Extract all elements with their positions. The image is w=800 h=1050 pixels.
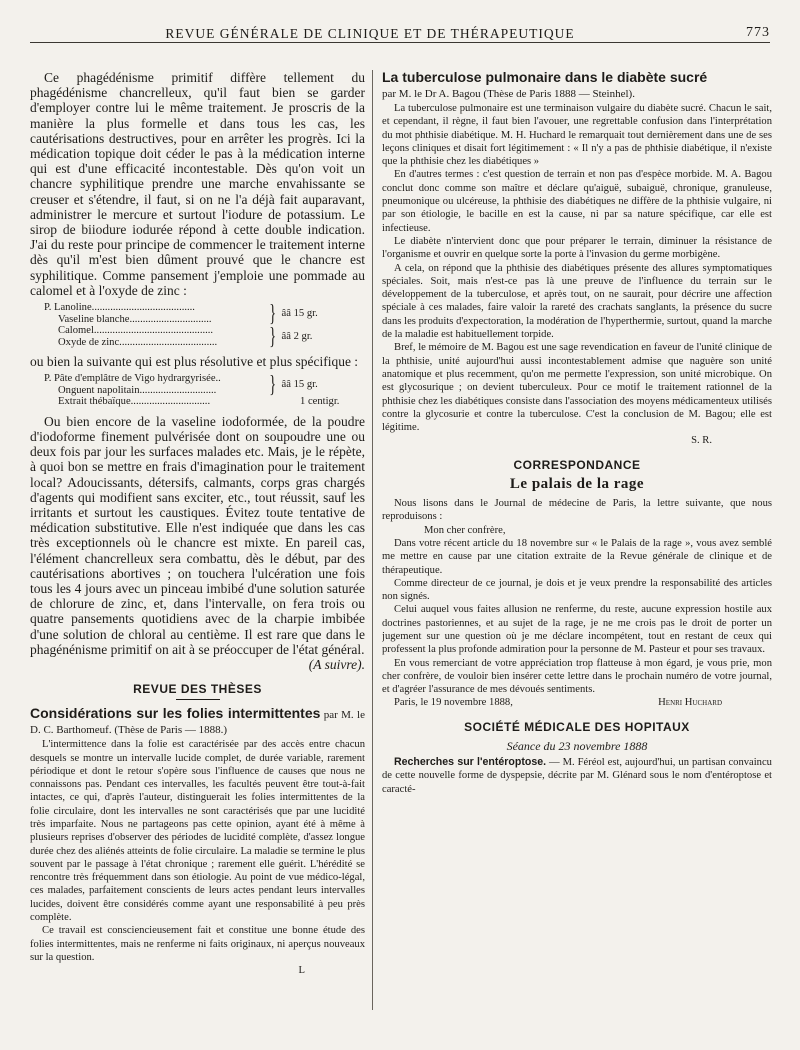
formula-quantity: ââ 15 gr. xyxy=(281,379,318,390)
to-follow-note: (A suivre). xyxy=(308,657,365,672)
paragraph: Le diabète n'intervient donc que pour préparer le terrain, diminuer la résistance de l'organisme et ouvrir en quelque sorte la porte à l'invasion du germe morbigène. xyxy=(382,235,772,261)
societe-report xyxy=(382,740,772,796)
section-heading-theses xyxy=(30,682,365,700)
salutation: Mon cher confrère, xyxy=(424,524,506,536)
column-divider xyxy=(372,70,373,1010)
article-signature: S. R. xyxy=(691,435,712,447)
brace-icon: } xyxy=(269,371,277,398)
article-byline: par M. le D. C. Barthomeuf. (Thèse de Paris — 1888.) xyxy=(30,709,365,737)
article-byline: par M. le Dr A. Bagou (Thèse de Paris 1888 — Steinhel). xyxy=(382,88,635,100)
section-title: REVUE DES THÈSES xyxy=(133,682,262,697)
formula-line: Extrait thébaïque.............................. xyxy=(58,396,211,408)
article-title: La tuberculose pulmonaire dans le diabète sucré xyxy=(382,70,708,85)
brace-icon: } xyxy=(269,300,277,327)
article-title: Considérations sur les folies intermittentes xyxy=(30,705,321,722)
running-header xyxy=(30,14,770,43)
letter-signature: Henri Huchard xyxy=(658,697,722,709)
prescription-formula-2 xyxy=(44,373,365,408)
paragraph: Ce travail est consciencieusement fait et constitue une bonne étude des folies intermittentes, mais ne renferme ni faits originaux, ni aperçus nouveaux sur la question. xyxy=(30,925,365,963)
brace-icon: } xyxy=(269,323,277,350)
chancre-article-continuation xyxy=(30,70,365,672)
prescription-formula-1 xyxy=(44,302,365,348)
paragraph: ou bien la suivante qui est plus résolutive et plus spécifique : xyxy=(30,354,359,370)
paragraph: Ce phagédénisme primitif diffère tellement du phagédénisme chancrelleux, qu'il faut bien se garder d'employer contre lui le même traitement. Je proscris de la manière la plus formelle et dans tous les cas, les cautérisations destructives, pour en arrêter les progrès. Ici la médication topique doit céder le pas à la médication interne qui est d'une efficacité incontestable. Dès qu'on voit un chancre syphilitique prendre une marche envahissante se creuser et s'étendre, il faut, si on ne l'a déjà fait auparavant, administrer le mercure et surtout l'iodure de potassium. Le sirop de biiodure iodurée répond à cette double indication. J'ai du reste pour principe de commencer le traitement interne dès qu'il m'est bien dûment prouvé que le chancre est syphilitique. Comme pansement j'emploie une pommade au calomel et à l'oxyde de zinc : xyxy=(30,70,365,298)
paragraph xyxy=(382,756,772,796)
letter-place-date: Paris, le 19 novembre 1888, xyxy=(394,697,513,709)
paragraph: En d'autres termes : c'est question de terrain et non pas d'espèce morbide. M. A. Bagou conclut donc comme son maître et déclare qu'aiguë, subaiguë, chronique, granuleuse, pneumonique ou ulcéreuse, la phthisie des diabétiques ne diffère de la phthisie vulgaire, ni par son étiologie, le bacille en est la cause, ni par sa nature spécifique, car elle est infectieuse. xyxy=(382,169,772,234)
formula-line: P. Pâte d'emplâtre de Vigo hydrargyrisée.. xyxy=(44,373,221,385)
left-column xyxy=(30,70,365,1034)
paragraph: En vous remerciant de votre appréciation trop flatteuse à mon égard, je vous prie, mon cher confrère, de vouloir bien insérer cette lettre dans le prochain numéro de votre journal, et d'agréer l'assurance de mes dévoués sentiments. xyxy=(382,657,772,696)
article-heading xyxy=(30,706,365,738)
paragraph: Nous lisons dans le Journal de médecine de Paris, la lettre suivante, que nous reproduisons : xyxy=(382,498,772,523)
section-title: CORRESPONDANCE xyxy=(513,457,641,472)
paragraph: Bref, le mémoire de M. Bagou est une sage revendication en faveur de l'unité clinique de la phthisie, unité aujourd'hui aussi incontestablement admise que naguère son unité anatomique et plus recemment, qu'on me permette l'expression, son unité microbique. On est glycosurique ; on devient tuberculeux. Pour ce motif le traitement rationnel de la phthisie chez les diabétiques consiste dans l'association des moyens médicamenteux utilisés contre la glycosurie et contre la tuberculose. C'est la conclusion de M. Bagou; elle est légitime. xyxy=(382,342,772,434)
formula-line: Calomel............................................. xyxy=(58,325,214,337)
report-text: — M. Féréol est, aujourd'hui, un partisan convaincu de cette nouvelle forme de dyspepsie, décrite par M. Glénard sous le nom d'entéroptose et caracté- xyxy=(382,757,772,795)
formula-quantity: ââ 2 gr. xyxy=(281,330,313,342)
formula-line: P. Lanoline....................................... xyxy=(44,302,195,314)
formula-line: Onguent napolitain............................. xyxy=(58,384,217,396)
paragraph: A cela, on répond que la phthisie des diabétiques présente des allures symptomatiques spéciales. Soit, mais n'est-ce pas là une preuve de l'influence du terrain sur le développement de la tuberculose, et après tout, on ne saurait, pour décrire une affection spéciale à ces malades, faire valoir la rareté des crachats sanglants, la présence du sucre dans les produits d'expectoration, la modération de l'hyperthermie, surtout, quand la marche de la maladie est habituellement torpide. xyxy=(382,262,772,341)
paragraph: Ou bien encore de la vaseline iodoformée, de la poudre d'iodoforme finement pulvérisée dont on soupoudre une ou deux fois par jour les surfaces malades etc. Mais, je le répète, à quoi bon se mettre en frais d'imagination pour le traitement local? Adoucissants, détersifs, calmants, corps gras chargés d'agents qui modifient sans exciter, etc., tout réussit, sauf les irritants et surtout les caustiques. Évitez toute tentative de médication substitutive. Elle n'est indiquée que dans les cas très exceptionnels où le chancre est mixte. En pareil cas, l'élément chancrelleux sera combattu, dès le début, par des cautérisations abortives ; on touchera l'ulcération une fois tous les 4 jours avec un pinceau imbibé d'une solution saturée de chlorure de zinc, et, dans l'intervalle, on fera trois ou quatre pansements quotidiens avec de la charpie imbibée d'une solution de chloral au centième. Il est rare que dans le phagénénisme primitif on ait à se préoccuper de l'état général. xyxy=(30,413,365,657)
report-subheading: Recherches sur l'entéroptose. xyxy=(394,756,547,769)
formula-quantity: 1 centigr. xyxy=(300,396,340,408)
paragraph: Celui auquel vous faites allusion ne renferme, du reste, aucune expression hostile aux doctrines pastoriennes, et au sujet de la rage, je ne me crois pas le droit de porter un jugement sur une question où je me déclare incompétent, tout en restant de ceux qui professent la plus profonde admiration pour la personne de M. Pasteur et pour ses travaux. xyxy=(382,604,772,656)
thesis-article-tuberculose xyxy=(382,70,772,448)
formula-quantity: ââ 15 gr. xyxy=(281,307,318,319)
paragraph: La tuberculose pulmonaire est une terminaison vulgaire du diabète sucré. Chacun le sait, et cependant, il règne, il faut bien l'avouer, une regrettable confusion dans l'interprétation du mot phthisie diabétique. M. H. Huchard le remarquait tout dernièrement dans une de ses leçons cliniques et disait fort légitimement : « Il n'y a pas de phthisie diabétique, il n'existe que la phthisie chez les diabétiques » xyxy=(382,103,772,168)
paragraph: Comme directeur de ce journal, je dois et je veux prendre la responsabilité des articles non signés. xyxy=(382,577,772,603)
section-title: SOCIÉTÉ MÉDICALE DES HOPITAUX xyxy=(464,719,690,734)
article-heading xyxy=(382,70,772,102)
page-number: 773 xyxy=(746,25,770,40)
paragraph: Dans votre récent article du 18 novembre sur « le Palais de la rage », vous avez semblé me mettre en cause par une citation extraite de la Revue générale de clinique et de thérapeutique. xyxy=(382,537,772,576)
letter-title: Le palais de la rage xyxy=(509,475,645,492)
thesis-article-folies xyxy=(30,706,365,977)
section-rule xyxy=(176,699,220,700)
section-heading-correspondance xyxy=(382,458,772,472)
article-signature: L xyxy=(298,965,305,977)
journal-title: REVUE GÉNÉRALE DE CLINIQUE ET DE THÉRAPEUTIQUE xyxy=(165,26,575,41)
paragraph: L'intermittence dans la folie est caractérisée par des accès entre chacun desquels se montre un intervalle lucide complet, de durée variable, rarement périodique et dont le retour s'opère sous l'influence de causes que nous ne connaissons pas. Pendant ces intervalles, les facultés peuvent être tout-à-fait intactes, ce qui, d'après l'auteur, distinguerait les folies intermittentes de la folie circulaire, dont les intervalles ne sont caractérisés que par une lucidité très imparfaite. Nous ne partageons pas cette opinion, ayant été à même à plusieurs reprises d'observer des périodes de lucidité complète, d'assez longue durée chez des aliénés atteints de folie circulaire. La maladie se termine le plus souvent par le passage à l'état chronique ; rarement elle guérit. L'hérédité se rencontre très fréquemment dans son étiologie. Au point de vue médico-légal, ces malades, parfaitement conscients de leurs actes pendant leurs intervalles lucides, doivent être considérés comme ayant une responsabilité à peu près complète. xyxy=(30,739,365,924)
section-heading-societe xyxy=(382,720,772,734)
right-column xyxy=(382,70,772,1034)
session-date: Séance du 23 novembre 1888 xyxy=(506,738,648,753)
letter-signoff xyxy=(382,696,772,709)
formula-line: Vaseline blanche............................... xyxy=(58,313,212,325)
formula-line: Oxyde de zinc..................................... xyxy=(58,336,218,348)
correspondence-letter xyxy=(382,475,772,710)
